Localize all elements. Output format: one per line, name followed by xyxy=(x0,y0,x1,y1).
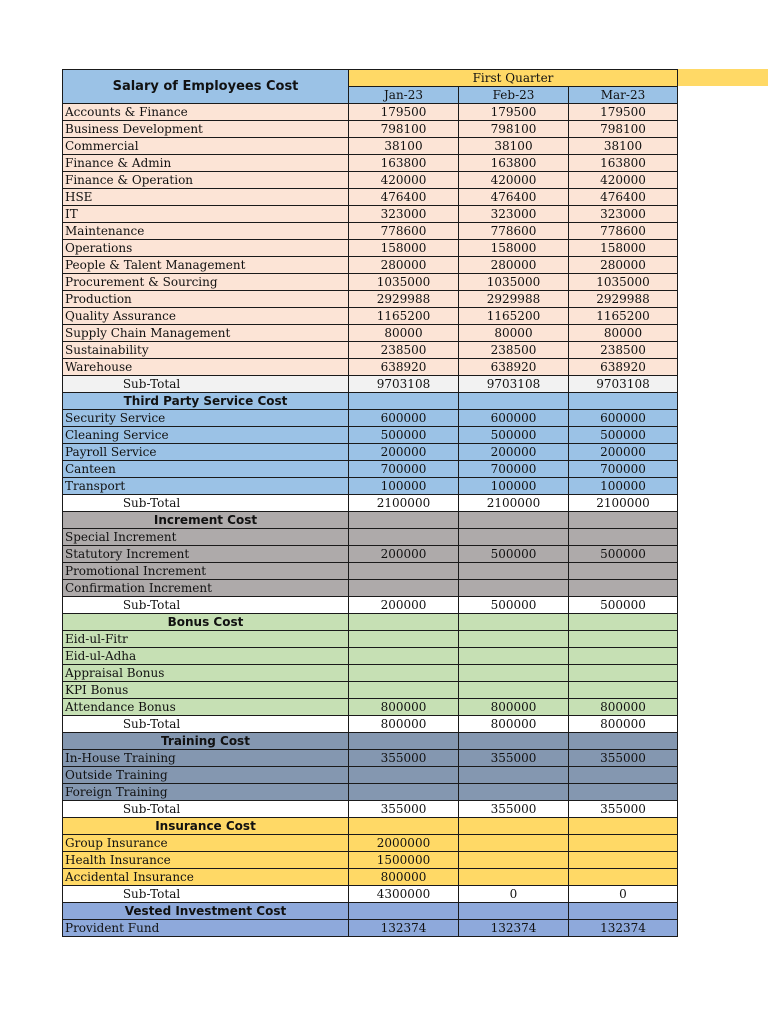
table-row xyxy=(63,223,678,240)
row-value: 1165200 xyxy=(569,308,678,325)
row-value: 1165200 xyxy=(459,308,569,325)
empty-cell xyxy=(349,733,459,750)
row-value xyxy=(459,835,569,852)
row-value: 280000 xyxy=(459,257,569,274)
row-value xyxy=(349,580,459,597)
subtotal-row xyxy=(63,801,678,818)
table-row xyxy=(63,920,678,937)
row-value xyxy=(349,784,459,801)
row-value: 200000 xyxy=(459,444,569,461)
row-label: Promotional Increment xyxy=(63,563,349,580)
subtotal-value: 9703108 xyxy=(569,376,678,393)
row-label: Finance & Operation xyxy=(63,172,349,189)
month-header-jan: Jan-23 xyxy=(349,87,459,104)
table-row xyxy=(63,104,678,121)
row-value xyxy=(349,665,459,682)
subtotal-row xyxy=(63,376,678,393)
table-row xyxy=(63,291,678,308)
row-label: Finance & Admin xyxy=(63,155,349,172)
table-row xyxy=(63,682,678,699)
row-value: 700000 xyxy=(459,461,569,478)
empty-cell xyxy=(569,512,678,529)
row-label: Attendance Bonus xyxy=(63,699,349,716)
row-value xyxy=(569,665,678,682)
row-label: Security Service xyxy=(63,410,349,427)
row-label: People & Talent Management xyxy=(63,257,349,274)
row-value xyxy=(569,767,678,784)
row-value: 179500 xyxy=(459,104,569,121)
row-value xyxy=(349,631,459,648)
table-row xyxy=(63,869,678,886)
row-value: 323000 xyxy=(459,206,569,223)
row-label: Sustainability xyxy=(63,342,349,359)
row-label: IT xyxy=(63,206,349,223)
row-value: 355000 xyxy=(569,750,678,767)
row-value xyxy=(459,869,569,886)
row-value: 355000 xyxy=(349,750,459,767)
vested-section-title: Vested Investment Cost xyxy=(63,903,349,920)
row-value: 158000 xyxy=(459,240,569,257)
subtotal-label: Sub-Total xyxy=(63,716,349,733)
row-label: Production xyxy=(63,291,349,308)
table-row xyxy=(63,563,678,580)
bonus-title-row xyxy=(63,614,678,631)
table-row xyxy=(63,767,678,784)
row-value: 2929988 xyxy=(459,291,569,308)
empty-cell xyxy=(569,903,678,920)
row-value xyxy=(349,529,459,546)
empty-cell xyxy=(349,818,459,835)
row-value: 38100 xyxy=(349,138,459,155)
empty-cell xyxy=(569,818,678,835)
table-row xyxy=(63,852,678,869)
row-label: In-House Training xyxy=(63,750,349,767)
empty-cell xyxy=(459,733,569,750)
empty-cell xyxy=(569,393,678,410)
empty-cell xyxy=(349,903,459,920)
row-value: 1035000 xyxy=(569,274,678,291)
subtotal-value: 9703108 xyxy=(349,376,459,393)
row-label: Quality Assurance xyxy=(63,308,349,325)
row-value xyxy=(459,529,569,546)
table-row xyxy=(63,648,678,665)
table-row xyxy=(63,427,678,444)
row-value: 798100 xyxy=(349,121,459,138)
row-label: Provident Fund xyxy=(63,920,349,937)
row-value: 1035000 xyxy=(459,274,569,291)
table-row xyxy=(63,325,678,342)
row-value: 280000 xyxy=(349,257,459,274)
row-value xyxy=(569,563,678,580)
row-label: Commercial xyxy=(63,138,349,155)
row-value: 1500000 xyxy=(349,852,459,869)
row-value: 600000 xyxy=(569,410,678,427)
subtotal-label: Sub-Total xyxy=(63,495,349,512)
row-label: Supply Chain Management xyxy=(63,325,349,342)
row-label: Eid-ul-Adha xyxy=(63,648,349,665)
row-value: 132374 xyxy=(569,920,678,937)
row-value: 80000 xyxy=(349,325,459,342)
month-header-feb: Feb-23 xyxy=(459,87,569,104)
table-row xyxy=(63,172,678,189)
subtotal-value: 4300000 xyxy=(349,886,459,903)
row-value xyxy=(349,648,459,665)
row-value: 500000 xyxy=(349,427,459,444)
row-value: 238500 xyxy=(349,342,459,359)
row-label: Statutory Increment xyxy=(63,546,349,563)
row-value: 200000 xyxy=(349,546,459,563)
row-value: 500000 xyxy=(569,546,678,563)
row-value: 800000 xyxy=(459,699,569,716)
table-row xyxy=(63,308,678,325)
row-value: 200000 xyxy=(569,444,678,461)
table-row xyxy=(63,546,678,563)
row-value: 798100 xyxy=(459,121,569,138)
month-header-mar: Mar-23 xyxy=(569,87,678,104)
row-value: 80000 xyxy=(459,325,569,342)
row-label: Accounts & Finance xyxy=(63,104,349,121)
row-label: Warehouse xyxy=(63,359,349,376)
empty-cell xyxy=(349,393,459,410)
row-label: Payroll Service xyxy=(63,444,349,461)
row-value: 778600 xyxy=(569,223,678,240)
row-value: 800000 xyxy=(349,699,459,716)
row-value: 798100 xyxy=(569,121,678,138)
table-row xyxy=(63,359,678,376)
subtotal-row xyxy=(63,716,678,733)
subtotal-row xyxy=(63,495,678,512)
table-row xyxy=(63,274,678,291)
row-value: 778600 xyxy=(349,223,459,240)
row-value xyxy=(459,682,569,699)
row-label: KPI Bonus xyxy=(63,682,349,699)
table-row xyxy=(63,699,678,716)
subtotal-value: 2100000 xyxy=(569,495,678,512)
row-value xyxy=(459,580,569,597)
table-row xyxy=(63,138,678,155)
row-value xyxy=(459,852,569,869)
subtotal-value: 800000 xyxy=(349,716,459,733)
empty-cell xyxy=(569,733,678,750)
row-value: 132374 xyxy=(459,920,569,937)
row-value: 80000 xyxy=(569,325,678,342)
subtotal-label: Sub-Total xyxy=(63,801,349,818)
table-row xyxy=(63,410,678,427)
training-section-title: Training Cost xyxy=(63,733,349,750)
row-label: Canteen xyxy=(63,461,349,478)
row-value: 500000 xyxy=(459,546,569,563)
subtotal-value: 2100000 xyxy=(349,495,459,512)
subtotal-value: 800000 xyxy=(459,716,569,733)
row-value: 238500 xyxy=(459,342,569,359)
table-row xyxy=(63,189,678,206)
row-value: 476400 xyxy=(459,189,569,206)
row-label: Appraisal Bonus xyxy=(63,665,349,682)
row-value: 323000 xyxy=(349,206,459,223)
table-row xyxy=(63,342,678,359)
row-label: Eid-ul-Fitr xyxy=(63,631,349,648)
empty-cell xyxy=(349,614,459,631)
row-value: 100000 xyxy=(349,478,459,495)
table-row xyxy=(63,240,678,257)
row-value xyxy=(349,682,459,699)
row-value: 778600 xyxy=(459,223,569,240)
row-value xyxy=(569,682,678,699)
row-value: 100000 xyxy=(459,478,569,495)
subtotal-value: 9703108 xyxy=(459,376,569,393)
subtotal-value: 800000 xyxy=(569,716,678,733)
cost-spreadsheet xyxy=(62,69,678,937)
third-party-section-title: Third Party Service Cost xyxy=(63,393,349,410)
row-value: 500000 xyxy=(569,427,678,444)
subtotal-value: 355000 xyxy=(459,801,569,818)
row-value xyxy=(569,580,678,597)
row-label: Foreign Training xyxy=(63,784,349,801)
row-value: 420000 xyxy=(349,172,459,189)
row-value: 638920 xyxy=(349,359,459,376)
row-value: 2000000 xyxy=(349,835,459,852)
row-value: 100000 xyxy=(569,478,678,495)
row-value xyxy=(459,767,569,784)
table-row xyxy=(63,121,678,138)
subtotal-value: 0 xyxy=(459,886,569,903)
increment-section-title: Increment Cost xyxy=(63,512,349,529)
row-value xyxy=(349,563,459,580)
row-value: 420000 xyxy=(459,172,569,189)
row-label: Operations xyxy=(63,240,349,257)
row-label: Outside Training xyxy=(63,767,349,784)
table-row xyxy=(63,665,678,682)
training-title-row xyxy=(63,733,678,750)
table-row xyxy=(63,155,678,172)
row-label: Group Insurance xyxy=(63,835,349,852)
row-value: 323000 xyxy=(569,206,678,223)
subtotal-value: 355000 xyxy=(569,801,678,818)
row-label: Cleaning Service xyxy=(63,427,349,444)
third-party-title-row xyxy=(63,393,678,410)
row-value: 600000 xyxy=(459,410,569,427)
row-value: 700000 xyxy=(349,461,459,478)
subtotal-value: 355000 xyxy=(349,801,459,818)
row-label: Maintenance xyxy=(63,223,349,240)
row-label: HSE xyxy=(63,189,349,206)
row-value xyxy=(459,665,569,682)
row-label: Business Development xyxy=(63,121,349,138)
row-value xyxy=(459,784,569,801)
row-value: 163800 xyxy=(459,155,569,172)
row-label: Health Insurance xyxy=(63,852,349,869)
row-value xyxy=(349,767,459,784)
row-value: 179500 xyxy=(349,104,459,121)
row-value: 200000 xyxy=(349,444,459,461)
row-value xyxy=(569,631,678,648)
subtotal-value: 2100000 xyxy=(459,495,569,512)
vested-title-row xyxy=(63,903,678,920)
row-label: Accidental Insurance xyxy=(63,869,349,886)
table-row xyxy=(63,478,678,495)
row-value: 163800 xyxy=(569,155,678,172)
row-value xyxy=(459,563,569,580)
row-value xyxy=(569,648,678,665)
subtotal-label: Sub-Total xyxy=(63,886,349,903)
subtotal-value: 500000 xyxy=(569,597,678,614)
row-label: Confirmation Increment xyxy=(63,580,349,597)
row-value: 38100 xyxy=(569,138,678,155)
empty-cell xyxy=(459,512,569,529)
empty-cell xyxy=(349,512,459,529)
table-row xyxy=(63,257,678,274)
subtotal-value: 0 xyxy=(569,886,678,903)
row-value: 158000 xyxy=(569,240,678,257)
row-value: 500000 xyxy=(459,427,569,444)
row-value: 1035000 xyxy=(349,274,459,291)
subtotal-value: 200000 xyxy=(349,597,459,614)
row-value: 179500 xyxy=(569,104,678,121)
table-row xyxy=(63,631,678,648)
row-value: 700000 xyxy=(569,461,678,478)
row-value: 1165200 xyxy=(349,308,459,325)
row-value: 158000 xyxy=(349,240,459,257)
empty-cell xyxy=(569,614,678,631)
row-value xyxy=(569,835,678,852)
row-label: Special Increment xyxy=(63,529,349,546)
table-row xyxy=(63,835,678,852)
row-value: 800000 xyxy=(569,699,678,716)
row-value: 38100 xyxy=(459,138,569,155)
row-value: 638920 xyxy=(569,359,678,376)
row-label: Procurement & Sourcing xyxy=(63,274,349,291)
row-value xyxy=(569,529,678,546)
table-row xyxy=(63,206,678,223)
row-value: 476400 xyxy=(569,189,678,206)
increment-title-row xyxy=(63,512,678,529)
yellow-header-strip xyxy=(677,69,768,86)
row-value: 238500 xyxy=(569,342,678,359)
row-label: Transport xyxy=(63,478,349,495)
row-value: 280000 xyxy=(569,257,678,274)
row-value: 476400 xyxy=(349,189,459,206)
insurance-section-title: Insurance Cost xyxy=(63,818,349,835)
empty-cell xyxy=(459,393,569,410)
bonus-section-title: Bonus Cost xyxy=(63,614,349,631)
row-value: 2929988 xyxy=(349,291,459,308)
row-value: 163800 xyxy=(349,155,459,172)
row-value: 600000 xyxy=(349,410,459,427)
subtotal-row xyxy=(63,597,678,614)
cost-table xyxy=(62,69,678,937)
empty-cell xyxy=(459,818,569,835)
subtotal-row xyxy=(63,886,678,903)
subtotal-label: Sub-Total xyxy=(63,376,349,393)
empty-cell xyxy=(459,903,569,920)
row-value: 132374 xyxy=(349,920,459,937)
subtotal-label: Sub-Total xyxy=(63,597,349,614)
subtotal-value: 500000 xyxy=(459,597,569,614)
insurance-title-row xyxy=(63,818,678,835)
table-row xyxy=(63,750,678,767)
row-value: 2929988 xyxy=(569,291,678,308)
row-value xyxy=(569,869,678,886)
table-row xyxy=(63,580,678,597)
quarter-header: First Quarter xyxy=(349,70,678,87)
row-value xyxy=(459,648,569,665)
table-row xyxy=(63,461,678,478)
empty-cell xyxy=(459,614,569,631)
table-row xyxy=(63,444,678,461)
row-value: 800000 xyxy=(349,869,459,886)
row-value xyxy=(459,631,569,648)
row-value: 420000 xyxy=(569,172,678,189)
table-row xyxy=(63,784,678,801)
row-value: 355000 xyxy=(459,750,569,767)
table-row xyxy=(63,529,678,546)
row-value xyxy=(569,784,678,801)
salary-section-title: Salary of Employees Cost xyxy=(63,70,349,104)
row-value xyxy=(569,852,678,869)
row-value: 638920 xyxy=(459,359,569,376)
